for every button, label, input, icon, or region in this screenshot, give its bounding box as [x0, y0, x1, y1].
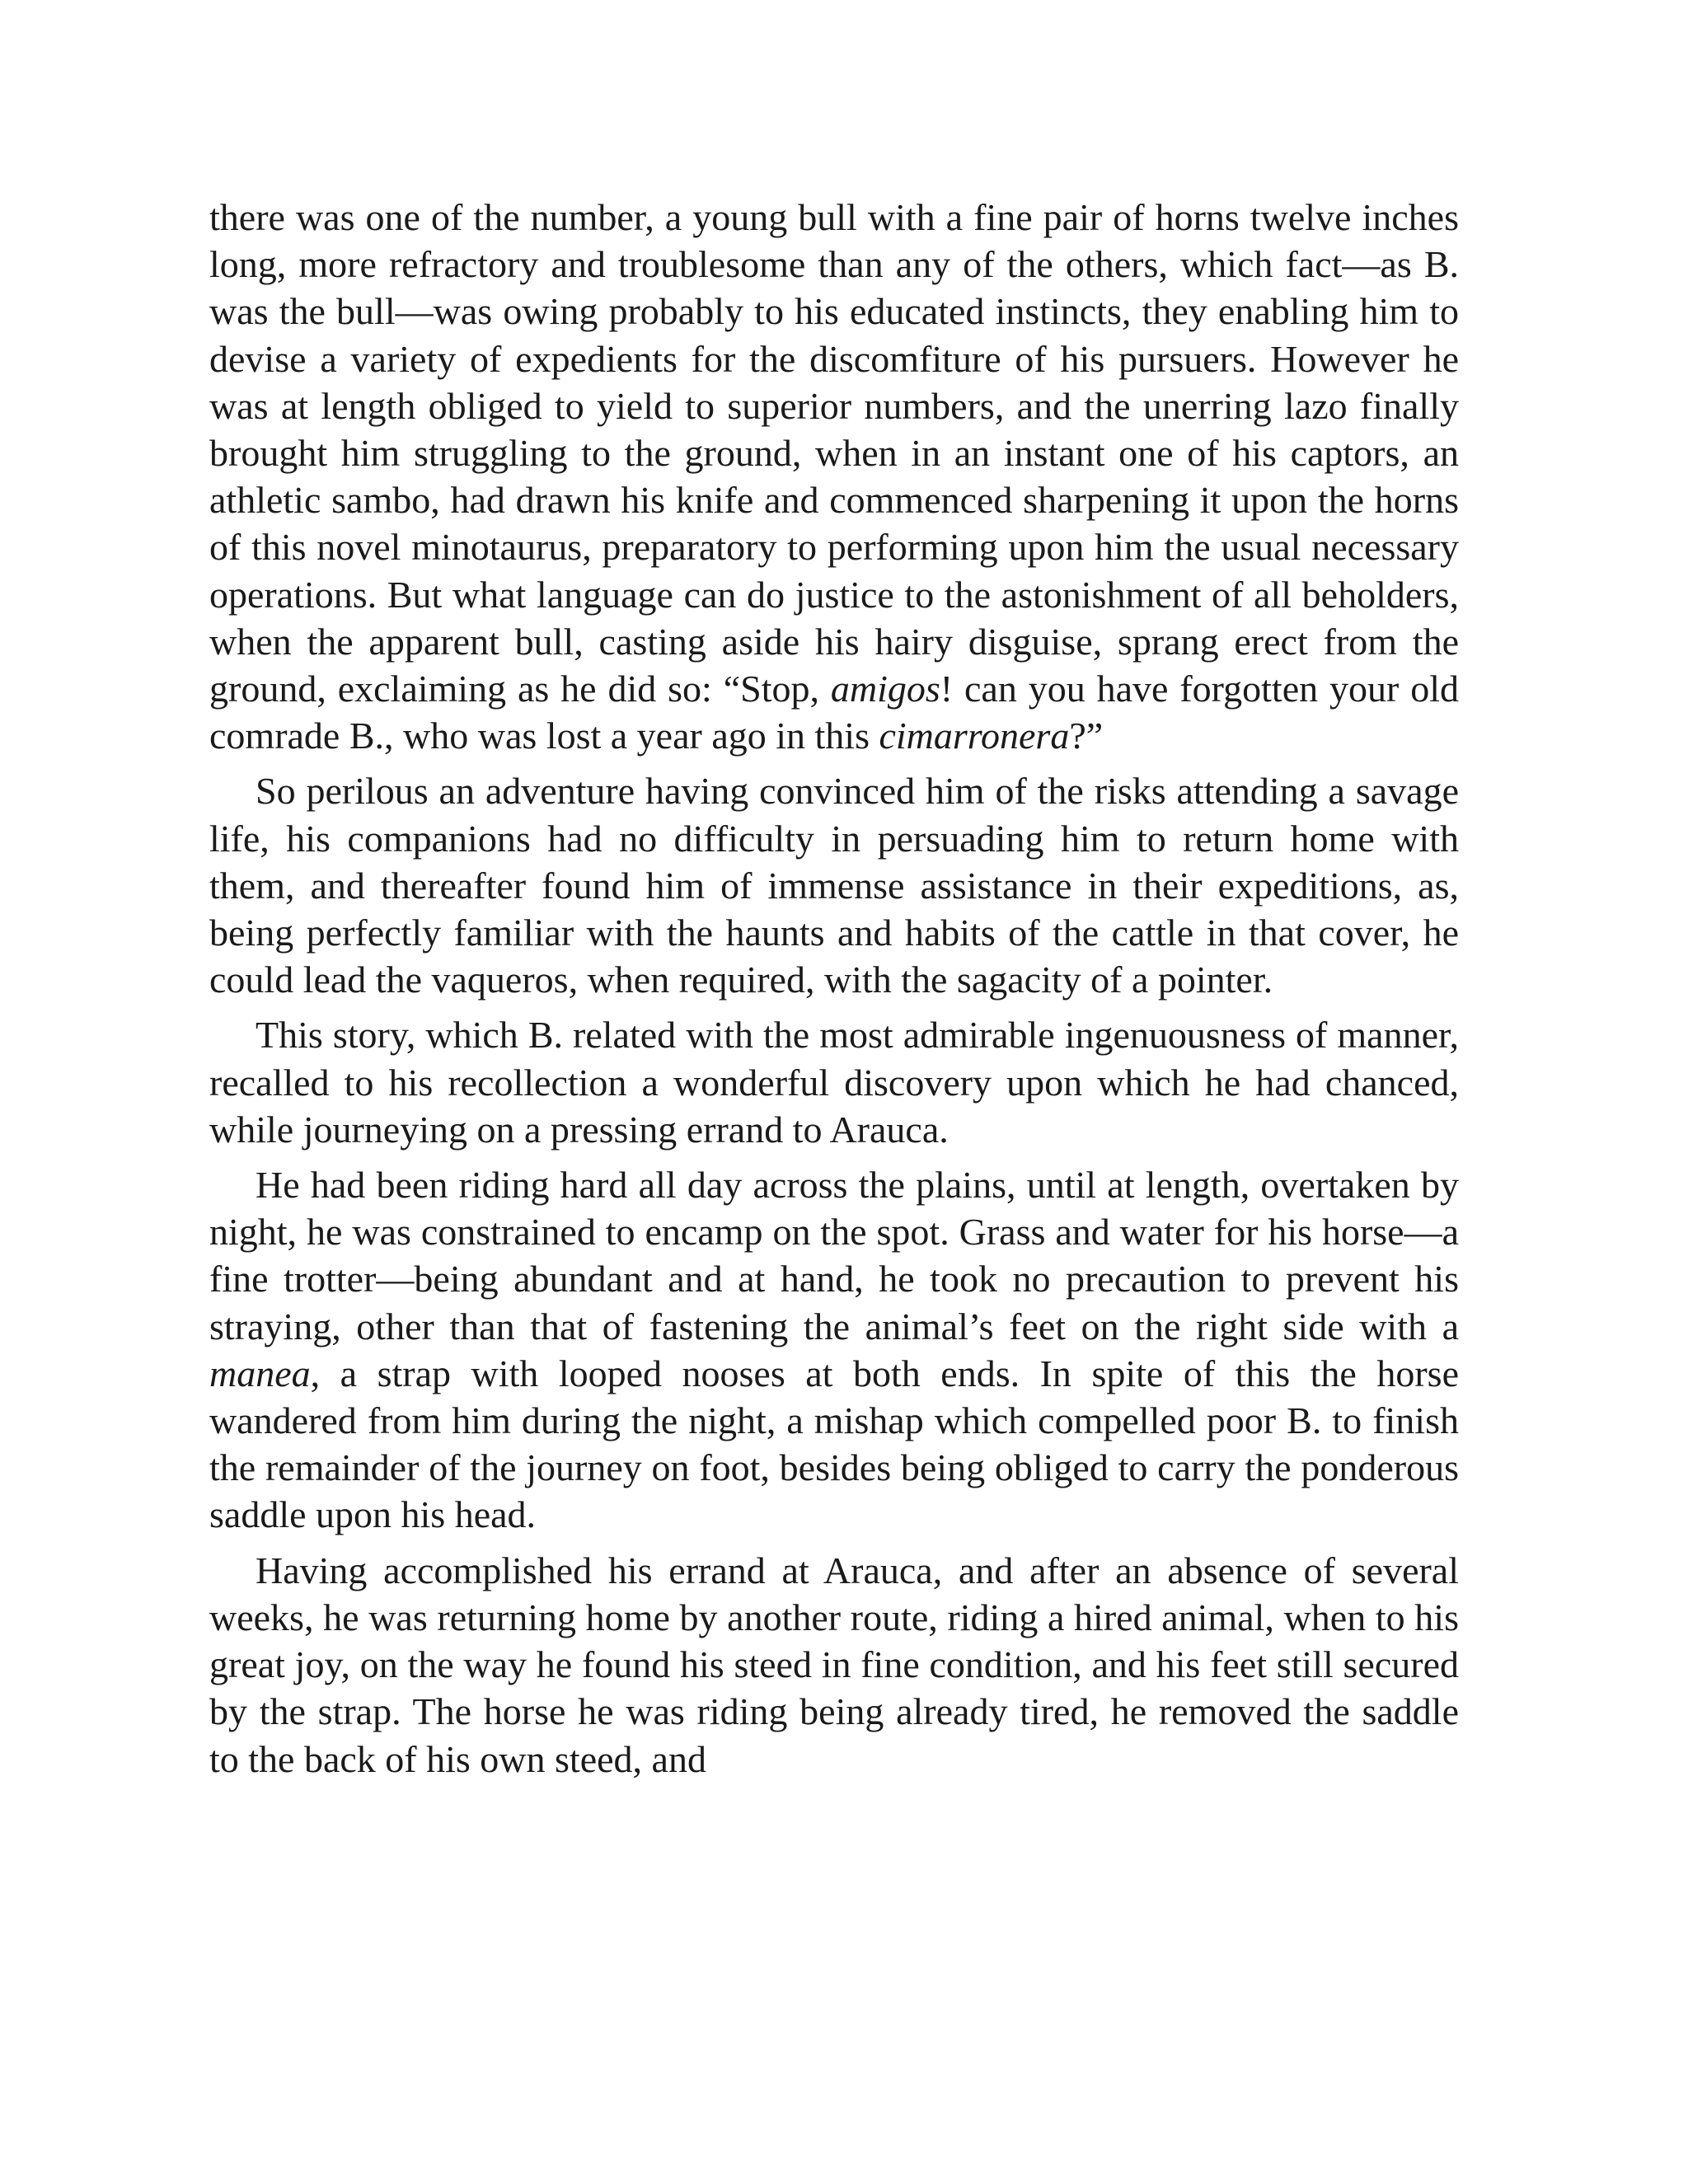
paragraph-4 [209, 1161, 1459, 1539]
paragraph-5 [209, 1547, 1459, 1783]
italic-word-manea: manea [209, 1352, 311, 1394]
paragraph-1 [209, 194, 1459, 759]
text-segment: This story, which B. related with the most admirable ingenuousness of manner, recalled to his recollection a wonderful discovery upon which he had chanced, while journeying on a pressing errand to Arauca. [209, 1014, 1459, 1151]
text-segment: , a strap with looped nooses at both ends. In spite of this the horse wandered from him during the night, a mishap which compelled poor B. to finish the remainder of the journey on foot, besides being obliged to carry the ponderous saddle upon his head. [209, 1352, 1459, 1536]
text-segment: there was one of the number, a young bull with a fine pair of horns twelve inches long, more refractory and troublesome than any of the others, which fact—as B. was the bull—was owing probably to his educated instincts, they enabling him to devise a variety of expedients for the discomfiture of his pursuers. However he was at length obliged to yield to superior numbers, and the unerring lazo finally brought him struggling to the ground, when in an instant one of his captors, an athletic sambo, had drawn his knife and commenced sharpening it upon the horns of this novel minotaurus, preparatory to performing upon him the usual necessary operations. But what language can do justice to the astonishment of all beholders, when the apparent bull, casting aside his hairy disguise, sprang erect from the ground, exclaiming as he did so: “Stop, [209, 196, 1459, 710]
italic-word-amigos: amigos [830, 668, 940, 710]
text-segment: ?” [1069, 715, 1104, 757]
text-segment: ! can you have forgotten your old comrade B., who was lost a year ago in this [209, 668, 1459, 757]
paragraph-3 [209, 1011, 1459, 1153]
paragraph-2 [209, 767, 1459, 1003]
text-segment: Having accomplished his errand at Arauca, and after an absence of several weeks, he was returning home by another route, riding a hired animal, when to his great joy, on the way he found his steed in fine condition, and his feet still secured by the strap. The horse he was riding being already tired, he removed the saddle to the back of his own steed, and [209, 1549, 1459, 1780]
text-segment: So perilous an adventure having convinced him of the risks attending a savage life, his companions had no difficulty in persuading him to return home with them, and thereafter found him of immense assistance in their expeditions, as, being perfectly familiar with the haunts and habits of the cattle in that cover, he could lead the vaqueros, when required, with the sagacity of a pointer. [209, 770, 1459, 1001]
text-segment: He had been riding hard all day across the plains, until at length, overtaken by night, he was constrained to encamp on the spot. Grass and water for his horse—a fine trotter—being abundant and at hand, he took no precaution to prevent his straying, other than that of fastening the animal’s feet on the right side with a [209, 1164, 1459, 1347]
italic-word-cimarronera: cimarronera [879, 715, 1070, 757]
page-body [209, 194, 1459, 1791]
